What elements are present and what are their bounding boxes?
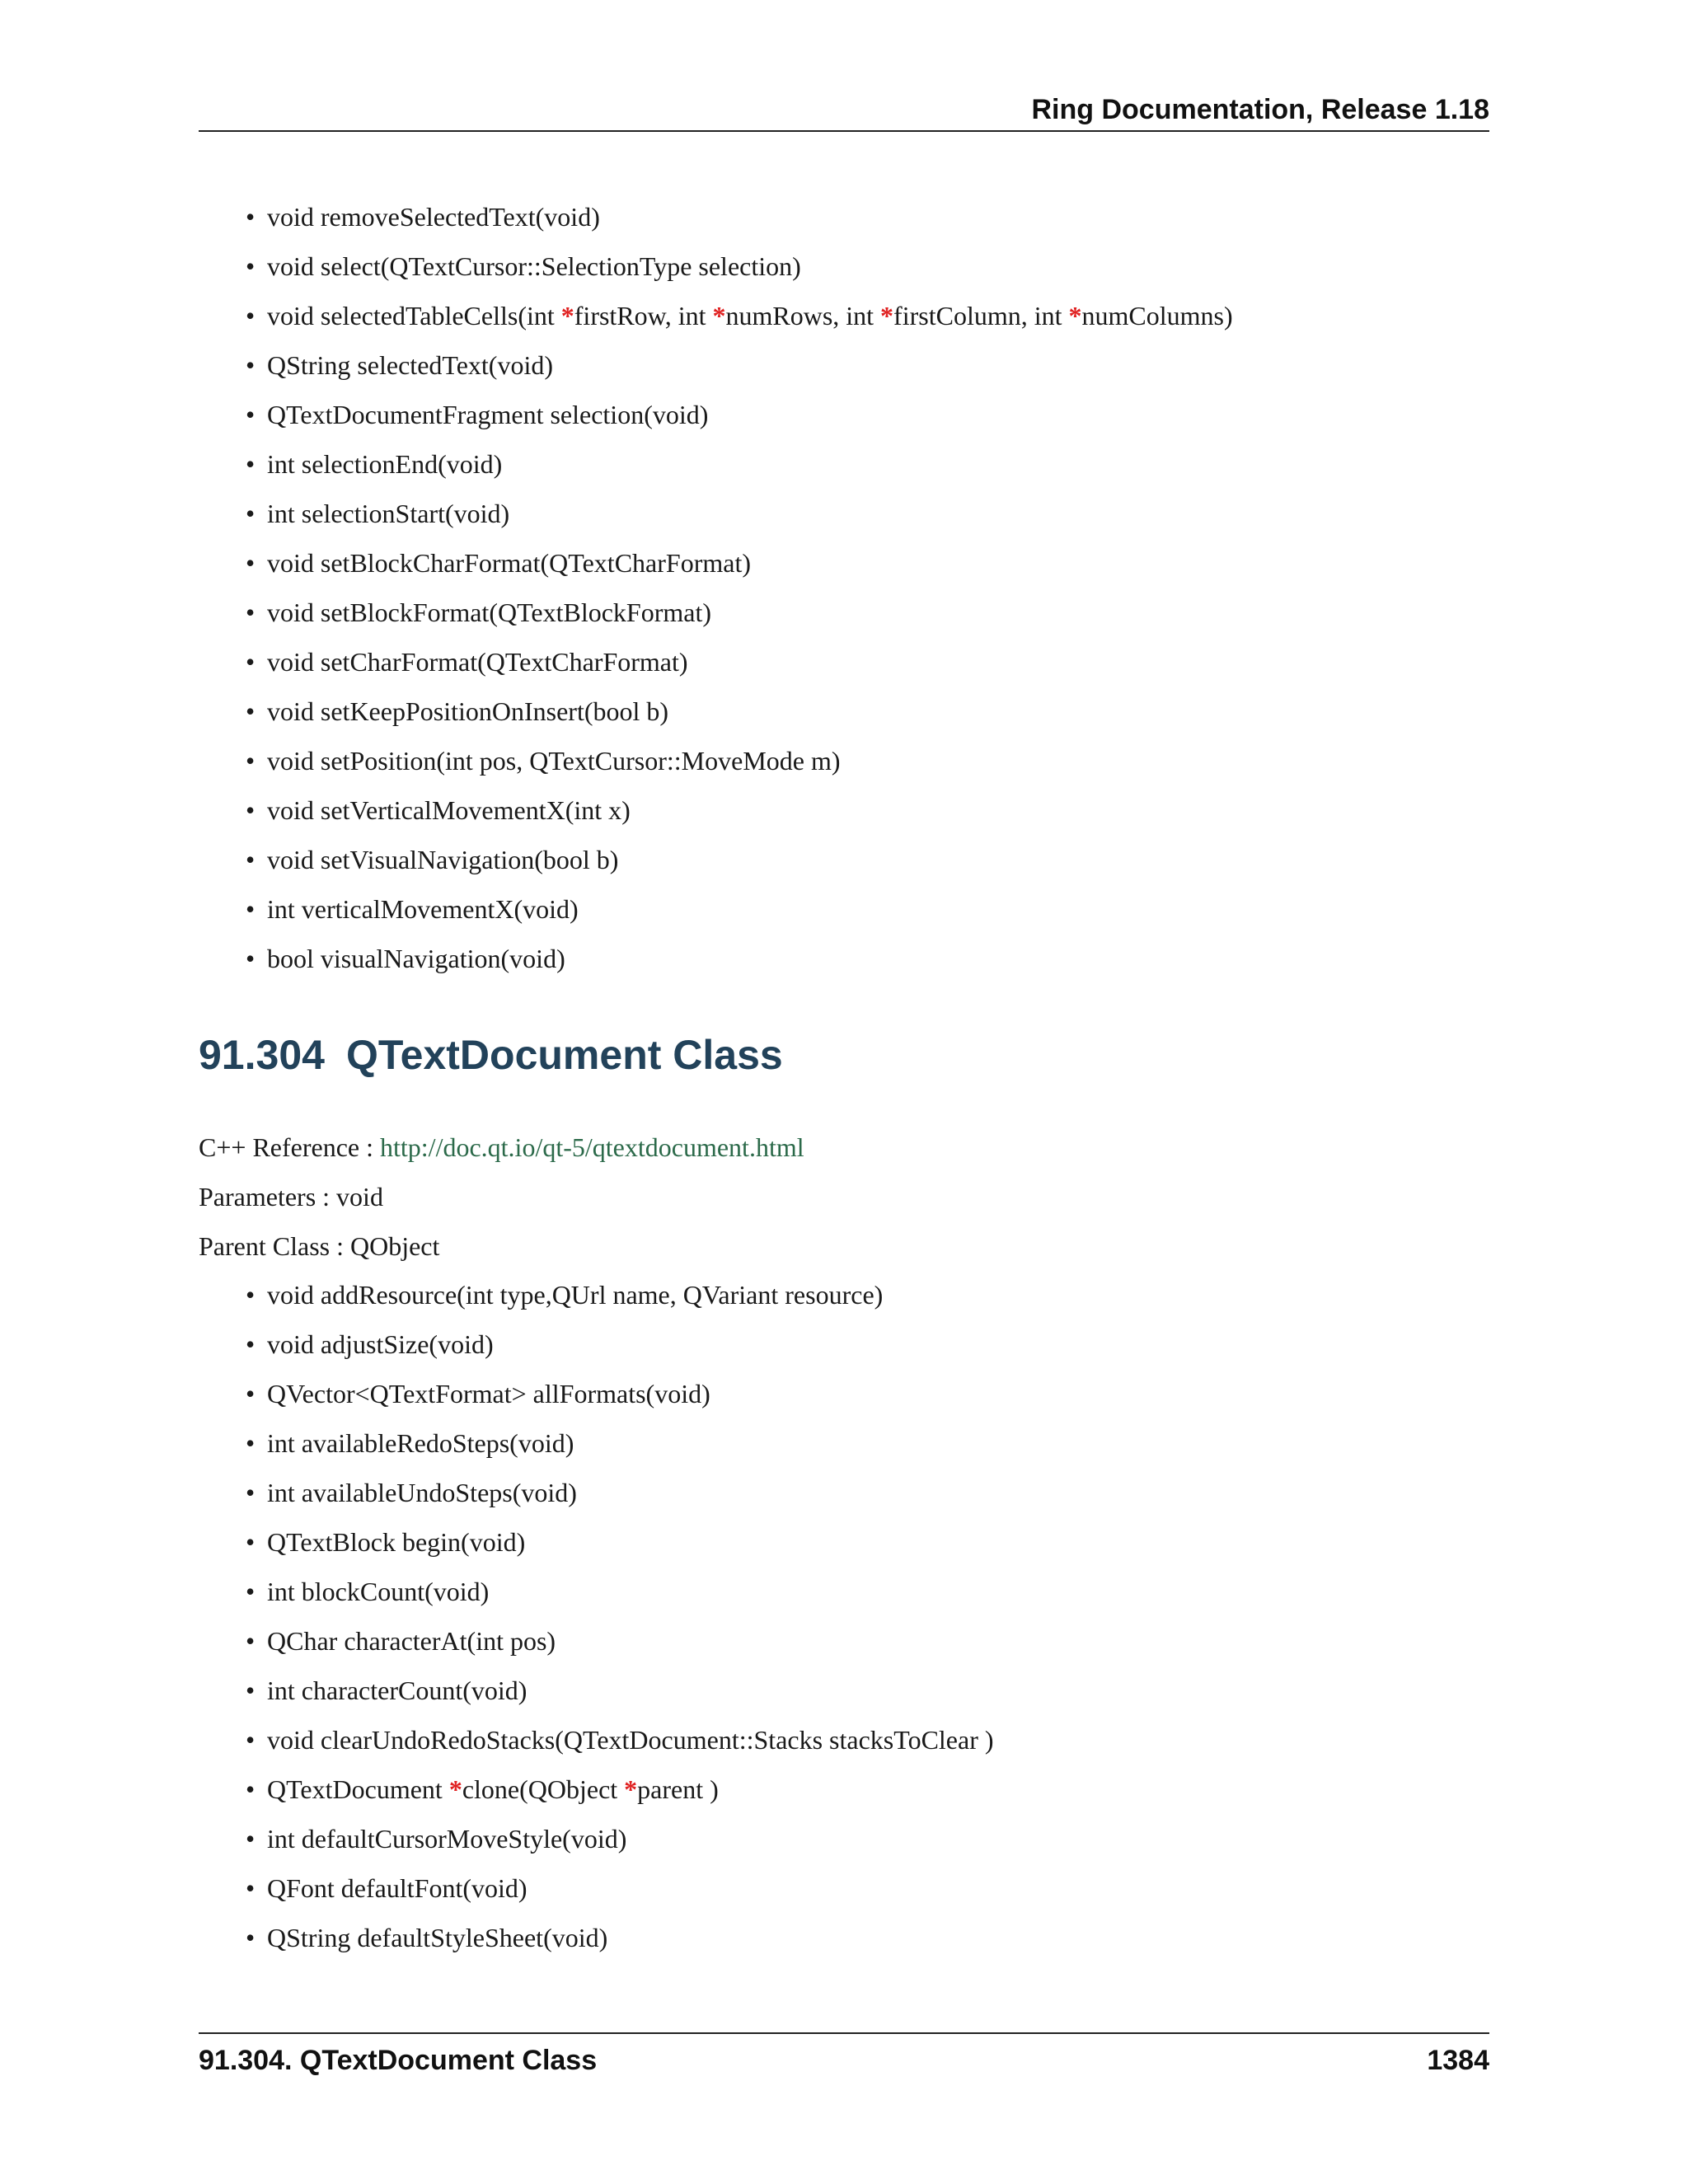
method-signature-text: void setVerticalMovementX(int x) xyxy=(267,795,631,825)
method-item xyxy=(246,884,1233,934)
method-signature-text: void setCharFormat(QTextCharFormat) xyxy=(267,647,688,677)
bullet-icon: • xyxy=(246,251,256,281)
pointer-asterisk: * xyxy=(880,301,894,330)
method-signature-text: firstColumn, int xyxy=(893,301,1069,330)
method-item xyxy=(246,489,1233,538)
bullet-icon: • xyxy=(246,696,256,726)
bullet-icon: • xyxy=(246,548,256,578)
section-title: QTextDocument Class xyxy=(345,1032,783,1078)
method-item xyxy=(246,1418,994,1468)
bullet-icon: • xyxy=(246,1725,256,1755)
method-item xyxy=(246,1567,994,1616)
method-signature-text: QTextDocumentFragment selection(void) xyxy=(267,400,709,429)
method-item xyxy=(246,1468,994,1517)
method-signature-text: void selectedTableCells(int xyxy=(267,301,561,330)
pointer-asterisk: * xyxy=(712,301,726,330)
bullet-icon: • xyxy=(246,1873,256,1903)
method-signature-text: numRows, int xyxy=(725,301,881,330)
method-signature-text: void setBlockFormat(QTextBlockFormat) xyxy=(267,598,712,627)
method-item xyxy=(246,340,1233,390)
method-signature-text: int selectionStart(void) xyxy=(267,499,510,528)
method-item xyxy=(246,241,1233,291)
method-signature-text: void select(QTextCursor::SelectionType selection) xyxy=(267,251,801,281)
bullet-icon: • xyxy=(246,894,256,924)
method-signature-text: void setKeepPositionOnInsert(bool b) xyxy=(267,696,669,726)
bullet-icon: • xyxy=(246,400,256,429)
method-signature-text: int availableUndoSteps(void) xyxy=(267,1478,577,1507)
bullet-icon: • xyxy=(246,1280,256,1310)
method-signature-text: QString defaultStyleSheet(void) xyxy=(267,1923,608,1952)
bullet-icon: • xyxy=(246,1379,256,1408)
header-title: Ring Documentation, Release 1.18 xyxy=(1031,94,1489,125)
bullet-icon: • xyxy=(246,1824,256,1854)
method-signature-text: int verticalMovementX(void) xyxy=(267,894,579,924)
bullet-icon: • xyxy=(246,301,256,330)
method-signature-text: firstRow, int xyxy=(574,301,713,330)
method-item xyxy=(246,390,1233,439)
method-item xyxy=(246,1715,994,1765)
bullet-icon: • xyxy=(246,1527,256,1557)
bullet-icon: • xyxy=(246,202,256,232)
method-signature-text: parent ) xyxy=(637,1774,719,1804)
bullet-icon: • xyxy=(246,1478,256,1507)
pointer-asterisk: * xyxy=(1068,301,1082,330)
method-signature-text: QTextBlock begin(void) xyxy=(267,1527,526,1557)
method-item xyxy=(246,192,1233,241)
method-signature-text: bool visualNavigation(void) xyxy=(267,944,565,973)
method-item xyxy=(246,736,1233,785)
bullet-icon: • xyxy=(246,746,256,776)
qtextcursor-method-list xyxy=(246,192,1233,983)
bullet-icon: • xyxy=(246,1675,256,1705)
running-header xyxy=(199,92,1489,132)
parameters-line: Parameters : void xyxy=(199,1182,383,1212)
pointer-asterisk: * xyxy=(560,301,574,330)
bullet-icon: • xyxy=(246,598,256,627)
method-signature-text: void clearUndoRedoStacks(QTextDocument::Stacks stacksToClear ) xyxy=(267,1725,994,1755)
method-item xyxy=(246,1666,994,1715)
bullet-icon: • xyxy=(246,1626,256,1656)
bullet-icon: • xyxy=(246,944,256,973)
method-signature-text: int availableRedoSteps(void) xyxy=(267,1428,574,1458)
method-item xyxy=(246,785,1233,835)
method-signature-text: QVector<QTextFormat> allFormats(void) xyxy=(267,1379,710,1408)
bullet-icon: • xyxy=(246,647,256,677)
method-item xyxy=(246,588,1233,637)
method-signature-text: numColumns) xyxy=(1081,301,1233,330)
method-item xyxy=(246,1814,994,1863)
method-signature-text: void addResource(int type,QUrl name, QVariant resource) xyxy=(267,1280,884,1310)
bullet-icon: • xyxy=(246,499,256,528)
running-footer xyxy=(199,2032,1489,2080)
method-signature-text: QString selectedText(void) xyxy=(267,350,553,380)
page-number: 1384 xyxy=(1427,2045,1489,2076)
method-signature-text: QTextDocument xyxy=(267,1774,449,1804)
cpp-reference-link[interactable]: http://doc.qt.io/qt-5/qtextdocument.html xyxy=(380,1132,804,1162)
method-item xyxy=(246,637,1233,687)
method-item xyxy=(246,291,1233,340)
pointer-asterisk: * xyxy=(448,1774,462,1804)
method-item xyxy=(246,1765,994,1814)
bullet-icon: • xyxy=(246,1329,256,1359)
method-signature-text: void removeSelectedText(void) xyxy=(267,202,600,232)
parent-class-line: Parent Class : QObject xyxy=(199,1231,440,1261)
bullet-icon: • xyxy=(246,1923,256,1952)
method-signature-text: int selectionEnd(void) xyxy=(267,449,503,479)
method-signature-text: clone(QObject xyxy=(462,1774,625,1804)
method-item xyxy=(246,835,1233,884)
bullet-icon: • xyxy=(246,845,256,874)
method-signature-text: int blockCount(void) xyxy=(267,1577,490,1606)
method-item xyxy=(246,538,1233,588)
bullet-icon: • xyxy=(246,1428,256,1458)
method-item xyxy=(246,439,1233,489)
pointer-asterisk: * xyxy=(624,1774,638,1804)
method-item xyxy=(246,687,1233,736)
footer-section: 91.304. QTextDocument Class xyxy=(199,2045,598,2076)
qtextdocument-method-list xyxy=(246,1270,994,1962)
method-item xyxy=(246,1616,994,1666)
section-heading xyxy=(199,1030,783,1080)
method-item xyxy=(246,1863,994,1913)
method-signature-text: void setBlockCharFormat(QTextCharFormat) xyxy=(267,548,751,578)
bullet-icon: • xyxy=(246,795,256,825)
method-signature-text: void adjustSize(void) xyxy=(267,1329,494,1359)
method-signature-text: int characterCount(void) xyxy=(267,1675,528,1705)
method-item xyxy=(246,1517,994,1567)
method-signature-text: void setVisualNavigation(bool b) xyxy=(267,845,619,874)
bullet-icon: • xyxy=(246,1774,256,1804)
method-item xyxy=(246,1913,994,1962)
cpp-reference-label: C++ Reference : xyxy=(199,1132,380,1162)
section-number: 91.304 xyxy=(199,1032,325,1078)
method-signature-text: void setPosition(int pos, QTextCursor::MoveMode m) xyxy=(267,746,841,776)
method-item xyxy=(246,934,1233,983)
method-item xyxy=(246,1319,994,1369)
method-item xyxy=(246,1369,994,1418)
method-signature-text: int defaultCursorMoveStyle(void) xyxy=(267,1824,627,1854)
bullet-icon: • xyxy=(246,350,256,380)
bullet-icon: • xyxy=(246,1577,256,1606)
cpp-reference-line xyxy=(199,1122,804,1172)
method-signature-text: QChar characterAt(int pos) xyxy=(267,1626,556,1656)
method-signature-text: QFont defaultFont(void) xyxy=(267,1873,528,1903)
bullet-icon: • xyxy=(246,449,256,479)
method-item xyxy=(246,1270,994,1319)
